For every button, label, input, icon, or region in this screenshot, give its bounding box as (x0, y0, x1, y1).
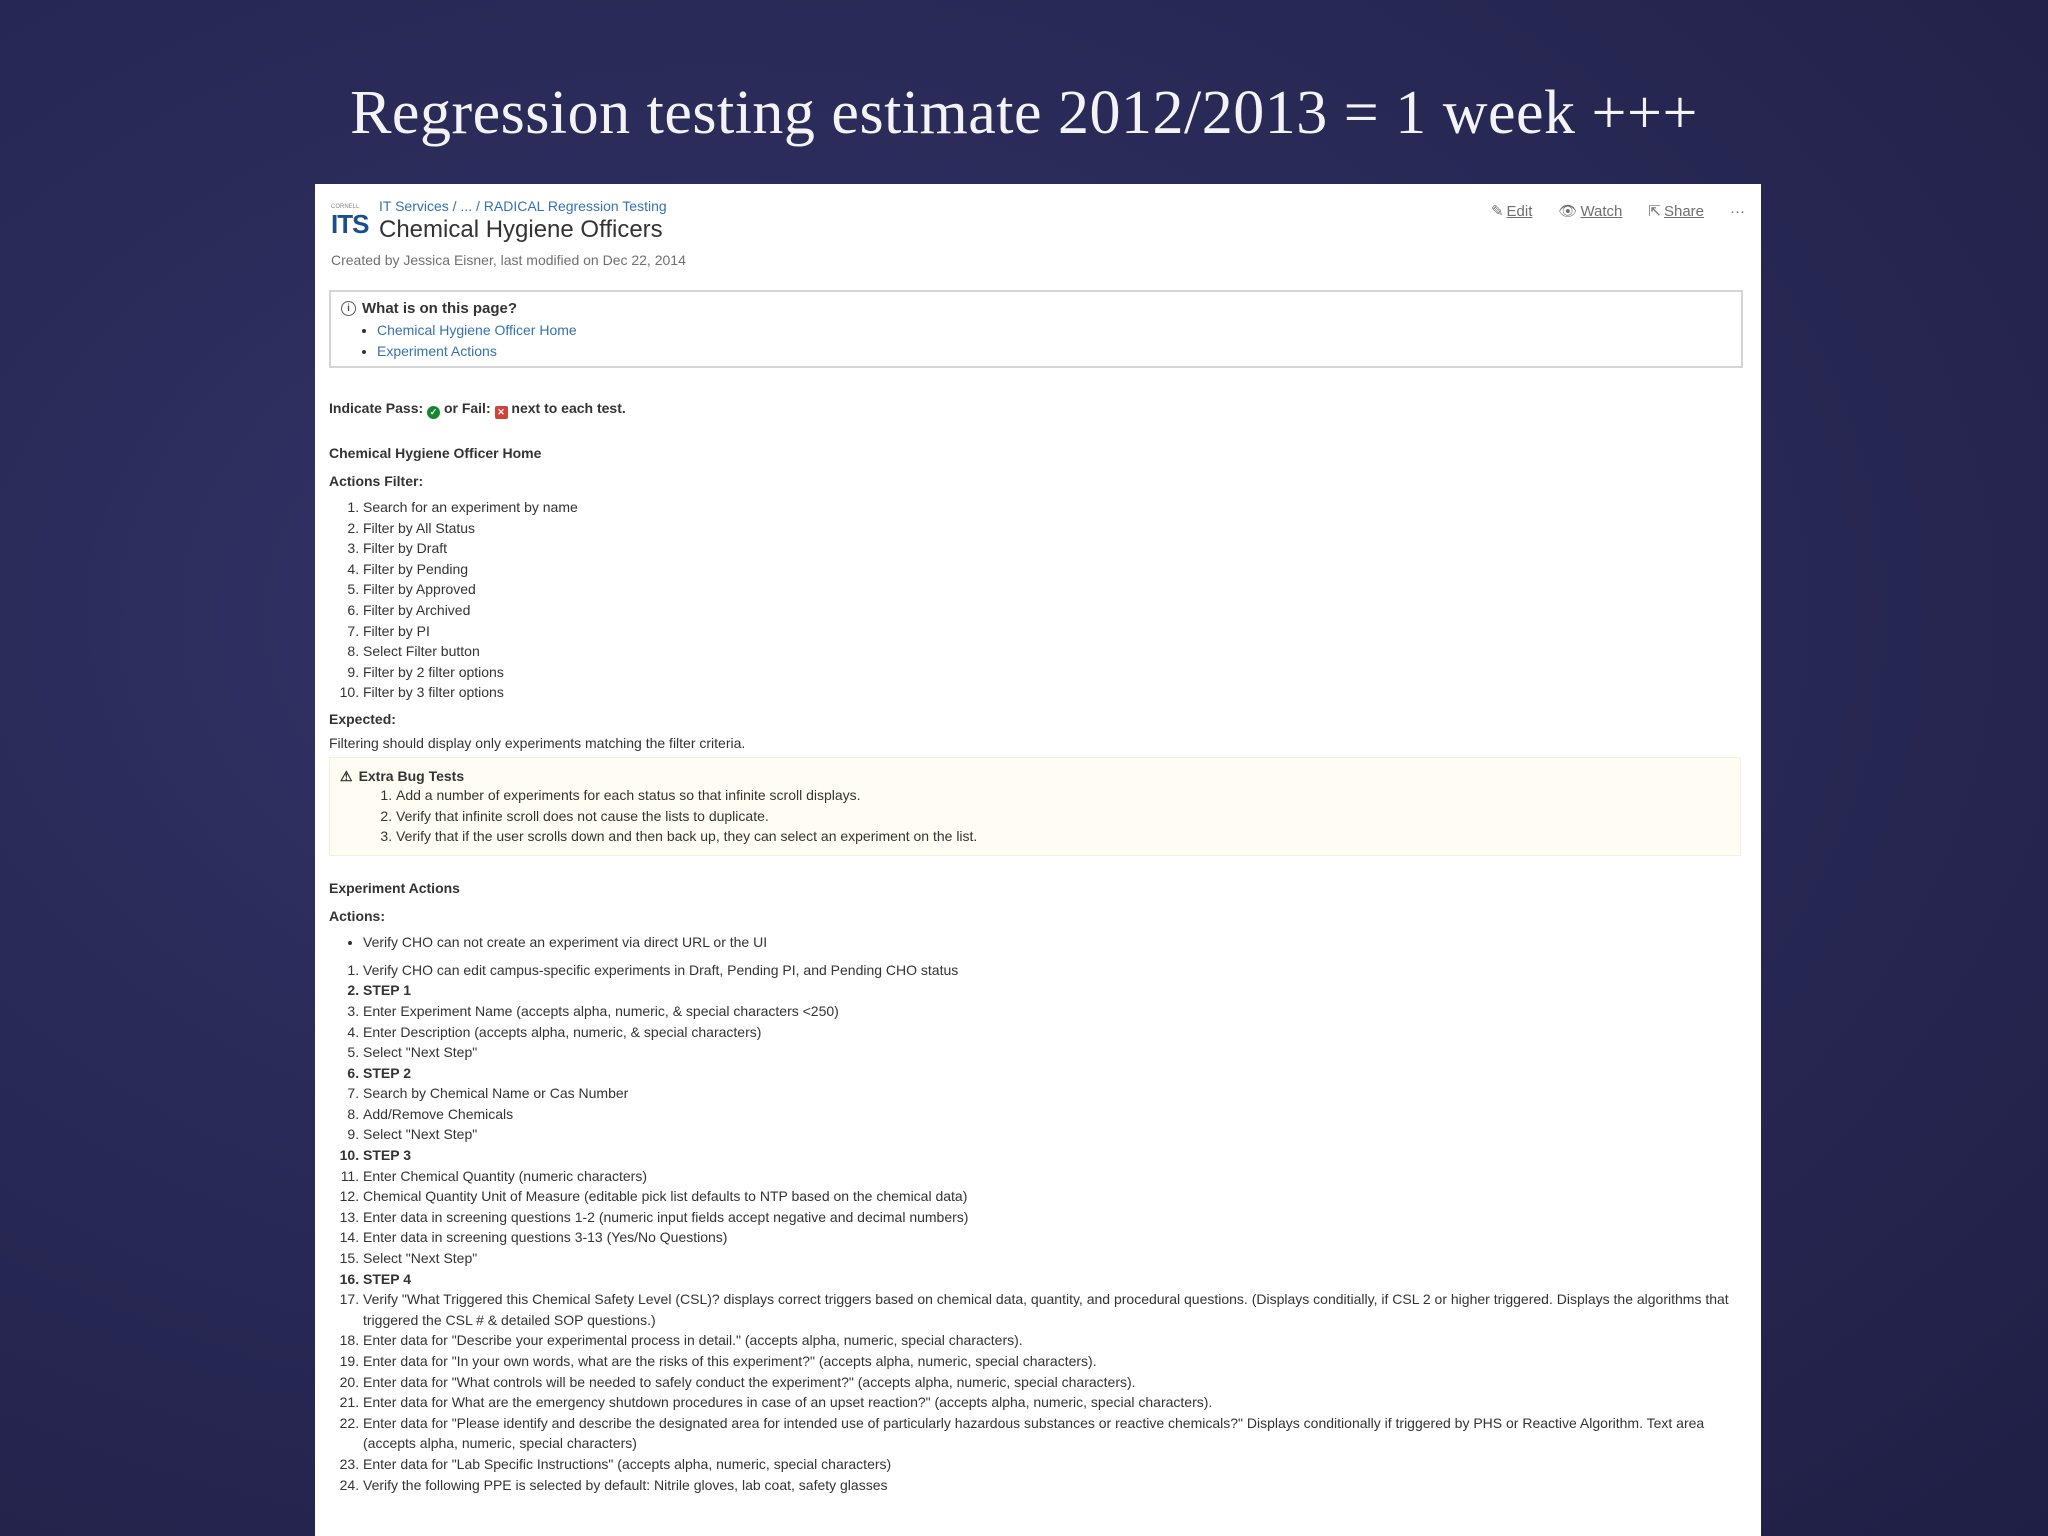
section-heading-home: Chemical Hygiene Officer Home (329, 445, 542, 461)
list-item: • Verify CHO can not create an experiment via direct URL or the UI (363, 932, 1749, 952)
more-actions-button[interactable]: ··· (1730, 202, 1745, 220)
x-icon: ✕ (495, 406, 508, 419)
list-item: 14. Enter data in screening questions 3-13 (Yes/No Questions) (363, 1227, 1749, 1248)
list-item: 4. Filter by Pending (363, 559, 1749, 580)
list-item: 15. Select "Next Step" (363, 1248, 1749, 1269)
filter-list (329, 497, 1749, 703)
pass-fail-instruction: Indicate Pass: ✓ or Fail: ✕ next to each test. (329, 400, 626, 417)
list-item: 7. Filter by PI (363, 621, 1749, 642)
list-item: 1. Search for an experiment by name (363, 497, 1749, 518)
expected-label: Expected: (329, 710, 396, 727)
list-item: 10. Filter by 3 filter options (363, 682, 1749, 703)
list-item: 20. Enter data for "What controls will be needed to safely conduct the experiment?" (accepts alpha, numeric, special characters). (363, 1372, 1749, 1393)
list-item: 23. Enter data for "Lab Specific Instructions" (accepts alpha, numeric, special characters) (363, 1454, 1749, 1475)
breadcrumb-it-services[interactable]: IT Services (379, 198, 449, 214)
extra-bug-tests-panel (329, 757, 1741, 856)
list-item: 1. Add a number of experiments for each status so that infinite scroll displays. (396, 785, 1730, 806)
list-item: 3. Filter by Draft (363, 538, 1749, 559)
bug-tests-header: Extra Bug Tests (358, 768, 465, 785)
list-item: 22. Enter data for "Please identify and describe the designated area for intended use of particularly hazardous substances or reactive chemicals?" Displays conditionally if triggered by PHS or Reactive Algorithm. Text area (accepts alpha, numeric, special characters) (363, 1413, 1749, 1454)
experiment-steps-list (329, 960, 1749, 1495)
list-item: 8. Add/Remove Chemicals (363, 1104, 1749, 1125)
list-item: 7. Search by Chemical Name or Cas Number (363, 1083, 1749, 1104)
info-icon: i (341, 301, 356, 316)
list-item: 9. Select "Next Step" (363, 1124, 1749, 1145)
list-item: 8. Select Filter button (363, 641, 1749, 662)
slide-title: Regression testing estimate 2012/2013 = 1 week +++ (350, 79, 1698, 147)
breadcrumb (379, 198, 667, 214)
action-bullets (329, 932, 1749, 952)
page-byline: Created by Jessica Eisner, last modified on Dec 22, 2014 (331, 252, 686, 268)
list-item: 11. Enter Chemical Quantity (numeric characters) (363, 1166, 1749, 1187)
confluence-page-screenshot (315, 184, 1761, 1536)
toc-link-experiment-actions[interactable]: Experiment Actions (377, 343, 497, 359)
actions-label: Actions: (329, 907, 385, 924)
list-item: 18. Enter data for "Describe your experimental process in detail." (accepts alpha, numeric, special characters). (363, 1330, 1749, 1351)
share-icon: ⇱ (1648, 203, 1661, 220)
checkmark-icon: ✓ (427, 406, 440, 419)
warning-icon: ⚠ (340, 767, 353, 784)
page-content (329, 400, 1749, 1495)
list-item: 16. STEP 4 (363, 1269, 1749, 1290)
list-item: 1. Verify CHO can edit campus-specific experiments in Draft, Pending PI, and Pending CHO status (363, 960, 1749, 981)
share-button[interactable]: ⇱ Share (1648, 202, 1704, 220)
list-item: 3. Verify that if the user scrolls down and then back up, they can select an experiment on the list. (396, 826, 1730, 847)
list-item: 6. STEP 2 (363, 1063, 1749, 1084)
watch-button[interactable]: 👁 Watch (1558, 202, 1623, 220)
info-header: What is on this page? (362, 300, 518, 317)
list-item: 5. Filter by Approved (363, 579, 1749, 600)
list-item: 13. Enter data in screening questions 1-2 (numeric input fields accept negative and decimal numbers) (363, 1207, 1749, 1228)
list-item: 4. Enter Description (accepts alpha, numeric, & special characters) (363, 1022, 1749, 1043)
eye-icon: 👁 (1558, 203, 1578, 220)
list-item: 6. Filter by Archived (363, 600, 1749, 621)
breadcrumb-ellipsis[interactable]: / ... / (452, 198, 480, 214)
its-logo: CORNELL ITS (331, 204, 369, 239)
list-item: 21. Enter data for What are the emergency shutdown procedures in case of an upset reaction?" (accepts alpha, numeric, special characters). (363, 1392, 1749, 1413)
toc-link-home[interactable]: Chemical Hygiene Officer Home (377, 322, 577, 338)
list-item: 12. Chemical Quantity Unit of Measure (editable pick list defaults to NTP based on the chemical data) (363, 1186, 1749, 1207)
section-heading-experiment-actions: Experiment Actions (329, 879, 460, 896)
page-actions (1491, 202, 1745, 220)
list-item: 17. Verify "What Triggered this Chemical Safety Level (CSL)? displays correct triggers based on chemical data, quantity, and procedural questions. (Displays conditially, if CSL 2 or higher triggered. Displays the algorithms that triggered the CSL # & detailed SOP questions.) (363, 1289, 1749, 1330)
breadcrumb-radical[interactable]: RADICAL Regression Testing (483, 198, 667, 214)
actions-filter-label: Actions Filter: (329, 473, 424, 489)
page-title: Chemical Hygiene Officers (379, 216, 663, 243)
list-item: 24. Verify the following PPE is selected by default: Nitrile gloves, lab coat, safety glasses (363, 1475, 1749, 1496)
list-item: 2. Filter by All Status (363, 518, 1749, 539)
list-item: 10. STEP 3 (363, 1145, 1749, 1166)
expected-text: Filtering should display only experiments matching the filter criteria. (329, 734, 746, 751)
list-item: 2. Verify that infinite scroll does not cause the lists to duplicate. (396, 806, 1730, 827)
list-item: 3. Enter Experiment Name (accepts alpha, numeric, & special characters <250) (363, 1001, 1749, 1022)
list-item: 9. Filter by 2 filter options (363, 662, 1749, 683)
edit-button[interactable]: ✎ Edit (1490, 202, 1533, 220)
list-item: 19. Enter data for "In your own words, what are the risks of this experiment?" (accepts alpha, numeric, special characters). (363, 1351, 1749, 1372)
bug-test-list (340, 785, 1730, 847)
list-item: 5. Select "Next Step" (363, 1042, 1749, 1063)
pencil-icon: ✎ (1490, 203, 1504, 220)
list-item: 2. STEP 1 (363, 980, 1749, 1001)
info-panel (329, 290, 1743, 368)
